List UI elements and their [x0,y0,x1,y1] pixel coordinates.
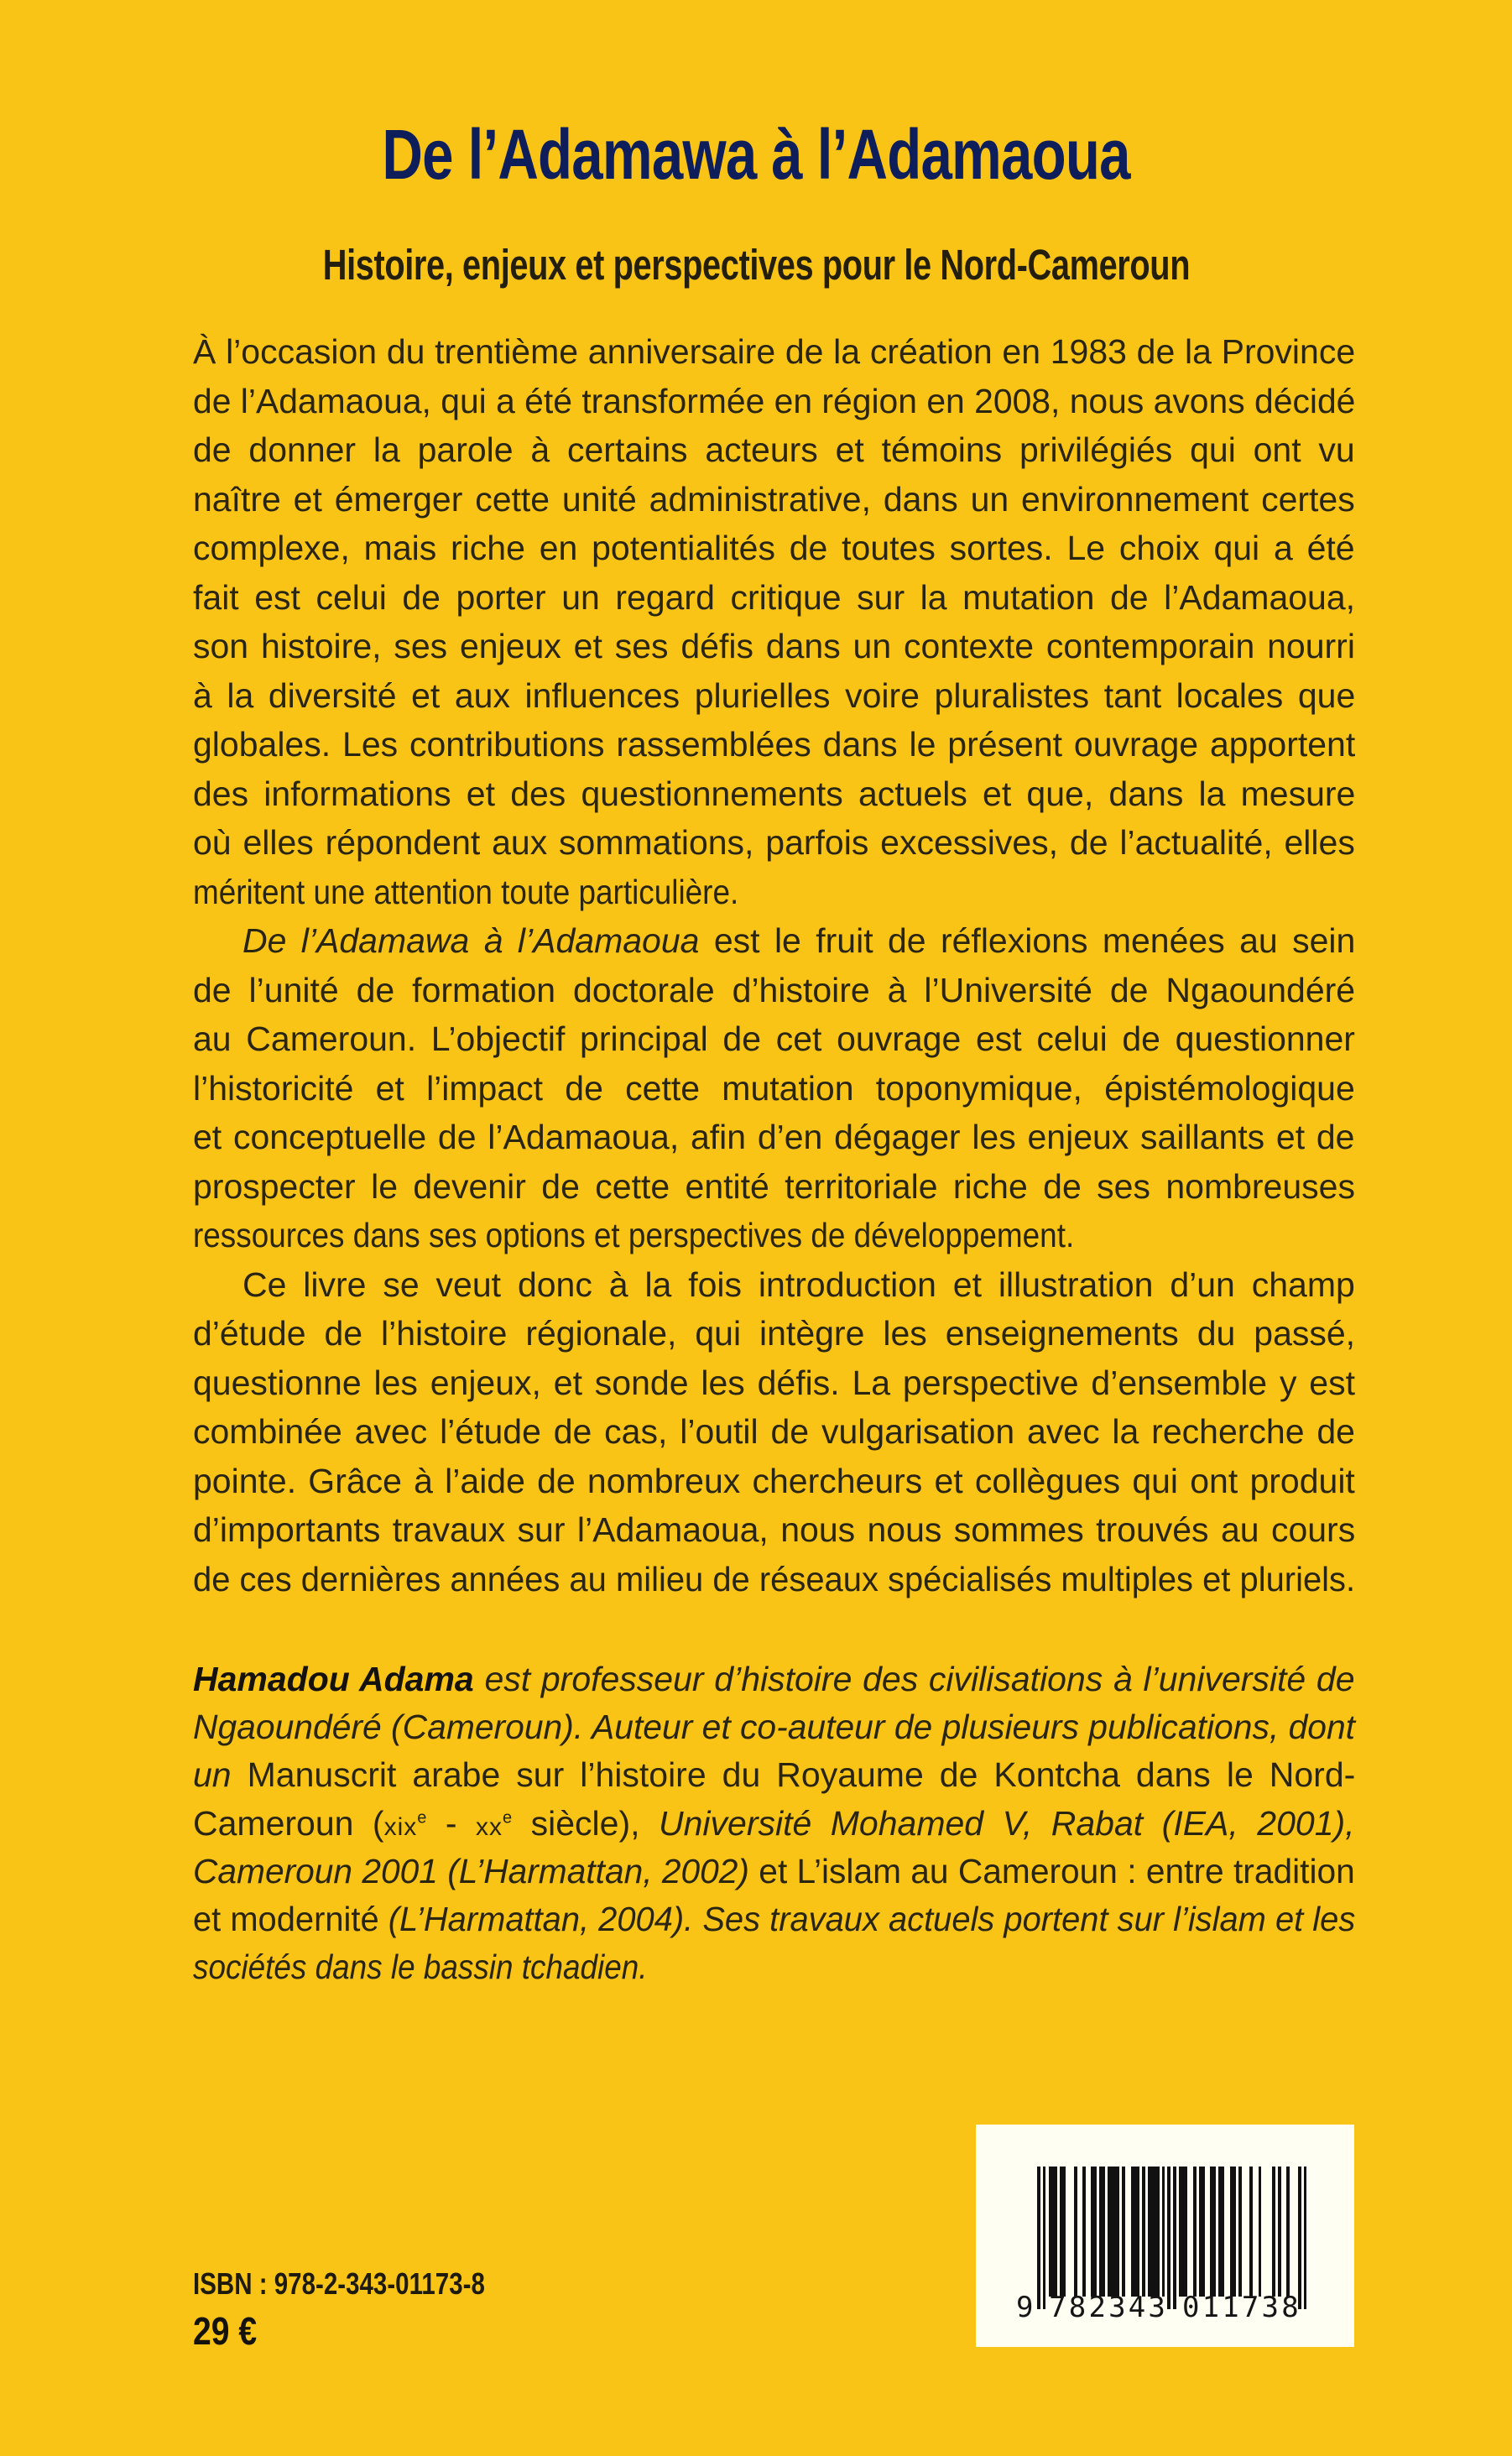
text-segment: de l’unité de formation doctorale d’histoire à l’Université de Ngaoundéré [193,970,1356,1009]
text-segment: d’importants travaux sur l’Adamaoua, nous nous sommes trouvés au cours [193,1510,1356,1549]
book-title [0,114,1512,195]
barcode-bar [1233,2167,1236,2297]
text-segment: e [417,1807,427,1827]
barcode-digit: 4 [1128,2291,1146,2324]
text-segment: xix [383,1812,418,1841]
text-segment: méritent une attention toute particulière. [193,872,739,911]
text-segment: Hamadou Adama [193,1660,474,1698]
barcode-bars [1037,2167,1306,2309]
book-title-text: De l’Adamawa à l’Adamaoua [382,115,1130,194]
text-line [193,1460,1355,1502]
barcode-bar [1117,2167,1120,2297]
text-segment: de donner la parole à certains acteurs et témoins privilégiés qui ont vu [193,430,1355,469]
text-segment: d’étude de l’histoire régionale, qui intègre les enseignements du passé, [193,1314,1356,1353]
text-line [193,1067,1355,1109]
text-line [193,1706,1355,1748]
barcode-bar [1272,2167,1275,2297]
text-segment: e [503,1807,513,1827]
barcode-bar [1238,2167,1242,2297]
text-segment: est professeur d’histoire des civilisations à l’université de [473,1660,1355,1698]
text-segment: questionne les enjeux, et sonde les défis. La perspective d’ensemble y est [193,1363,1355,1402]
barcode-bar [1094,2167,1098,2297]
text-segment: pointe. Grâce à l’aide de nombreux chercheurs et collègues qui ont produit [193,1461,1355,1500]
text-segment: prospecter le devenir de cette entité territoriale riche de ses nombreuses [193,1166,1355,1206]
text-line [193,478,1355,520]
text-segment: Ngaoundéré (Cameroun). Auteur et co-auteur de plusieurs publications, dont [193,1708,1356,1747]
barcode-bar [1142,2167,1145,2297]
text-line [193,1850,1355,1892]
text-line [193,1802,1355,1844]
barcode-bar [1062,2167,1066,2297]
barcode [976,2125,1354,2347]
barcode-bar [1122,2167,1125,2297]
barcode-bar [1037,2167,1040,2309]
text-line [193,576,1355,618]
text-line [193,1754,1355,1796]
text-segment: et conceptuelle de l’Adamaoua, afin d’en dégager les enjeux saillants et de [193,1118,1355,1156]
text-segment: où elles répondent aux sommations, parfois excessives, de l’actualité, elles [193,823,1355,862]
barcode-bar [1298,2167,1301,2309]
barcode-bar [1286,2167,1290,2297]
barcode-digit: 1 [1202,2291,1220,2324]
text-segment: globales. Les contributions rassemblées dans le présent ouvrage apportent [193,725,1356,764]
text-segment: xx [476,1812,503,1841]
barcode-digit: 1 [1222,2291,1239,2324]
text-segment: fait est celui de porter un regard critique sur la mutation de l’Adamaoua, [193,577,1356,617]
text-segment: ressources dans ses options et perspectives de développement. [193,1216,1075,1254]
barcode-bar [1249,2167,1253,2297]
book-subtitle-text: Histoire, enjeux et perspectives pour le Nord-Cameroun [322,241,1190,289]
barcode-bar [1304,2167,1307,2309]
barcode-bar [1173,2167,1176,2309]
barcode-bar [1082,2167,1086,2297]
text-segment: Manuscrit arabe sur l’histoire du Royaume de Kontcha dans le Nord- [231,1755,1356,1795]
text-segment: et L’islam au Cameroun : entre tradition [748,1851,1355,1890]
text-segment: À l’occasion du trentième anniversaire de la création en 1983 de la Province [193,332,1356,371]
text-segment: complexe, mais riche en potentialités de toutes sortes. Le choix qui a été [193,529,1355,567]
text-segment: De l’Adamawa à l’Adamaoua [242,921,700,960]
text-line [193,723,1355,765]
text-segment: et modernité [193,1900,388,1938]
text-segment: naître et émerger cette unité administrative, dans un environnement certes [193,479,1355,519]
barcode-digit: 8 [1281,2291,1299,2324]
barcode-bar [1136,2167,1139,2297]
text-segment: à la diversité et aux influences plurielles voire pluralistes tant locales que [193,675,1356,715]
isbn-label: ISBN : 978-2-343-01173-8 [193,2266,485,2301]
text-line [193,1946,648,1988]
barcode-bar [1156,2167,1160,2297]
text-segment: combinée avec l’étude de cas, l’outil de vulgarisation avec la recherche de [193,1412,1355,1451]
price-label: 29 € [193,2309,258,2353]
text-line [193,1898,1355,1940]
barcode-digit: 0 [1181,2291,1200,2324]
text-segment: siècle), [512,1803,659,1843]
text-segment: Cameroun ( [193,1803,384,1843]
barcode-digits [1016,2291,1301,2324]
text-segment: Université Mohamed V, Rabat (IEA, 2001), [659,1803,1355,1843]
text-line [193,1312,1355,1354]
barcode-bar [1103,2167,1106,2297]
text-line [193,1214,1074,1256]
text-line [193,527,1355,569]
text-segment: un [193,1755,232,1795]
text-line [193,380,1355,422]
barcode-digit: 3 [1148,2291,1165,2324]
barcode-bar [1162,2167,1165,2297]
barcode-bar [1054,2167,1057,2297]
text-line [193,1411,1355,1452]
text-segment: de l’Adamaoua, qui a été transformée en région en 2008, nous avons décidé [193,381,1356,420]
text-line [193,1116,1355,1158]
text-line [193,331,1355,373]
text-line [193,429,1355,471]
text-segment: (L’Harmattan, 2004). Ses travaux actuels portent sur l’islam et les [388,1900,1356,1938]
text-line [193,1018,1355,1060]
barcode-bar [1043,2167,1046,2309]
barcode-bar [1278,2167,1281,2297]
text-segment: - [426,1803,477,1843]
barcode-digit: 3 [1108,2291,1126,2324]
text-line [242,920,1355,962]
barcode-bar [1185,2167,1188,2297]
barcode-digit: 8 [1068,2291,1087,2324]
text-segment: l’historicité et l’impact de cette mutation toponymique, épistémologique [193,1068,1355,1108]
barcode-digit: 7 [1241,2291,1259,2324]
text-line [193,625,1355,667]
text-line [193,821,1355,863]
barcode-digit: 3 [1261,2291,1280,2324]
barcode-bar [1222,2167,1225,2297]
text-segment: au Cameroun. L’objectif principal de cet ouvrage est celui de questionner [193,1019,1355,1058]
text-line [193,773,1355,815]
barcode-bar [1074,2167,1077,2297]
text-line [193,1658,1355,1700]
text-segment: son histoire, ses enjeux et ses défis dans un contexte contemporain nourri [193,627,1355,665]
text-line [193,871,738,913]
barcode-digit: 9 [1016,2291,1034,2324]
book-subtitle [0,240,1512,290]
text-segment: sociétés dans le bassin tchadien. [193,1948,648,1987]
text-segment: de ces dernières années au milieu de réseaux spécialisés multiples et pluriels. [193,1559,1356,1598]
text-line [193,1362,1355,1404]
text-segment: Ce livre se veut donc à la fois introduction et illustration d’un champ [242,1265,1355,1304]
text-line [193,969,1355,1011]
text-segment: des informations et des questionnements actuels et que, dans la mesure [193,774,1356,813]
text-segment: est le fruit de réflexions menées au sein [699,921,1356,960]
barcode-bar [1193,2167,1197,2297]
barcode-bar [1202,2167,1205,2297]
text-line [193,1165,1355,1207]
text-line [242,1264,1355,1306]
barcode-bar [1212,2167,1216,2297]
barcode-digit: 2 [1088,2291,1106,2324]
text-segment: Cameroun 2001 (L’Harmattan, 2002) [193,1851,749,1890]
barcode-bar [1167,2167,1170,2309]
text-line [193,1509,1355,1551]
barcode-digit: 7 [1049,2291,1066,2324]
text-line [193,1558,1355,1600]
barcode-bar [1259,2167,1262,2297]
text-line [193,675,1355,717]
